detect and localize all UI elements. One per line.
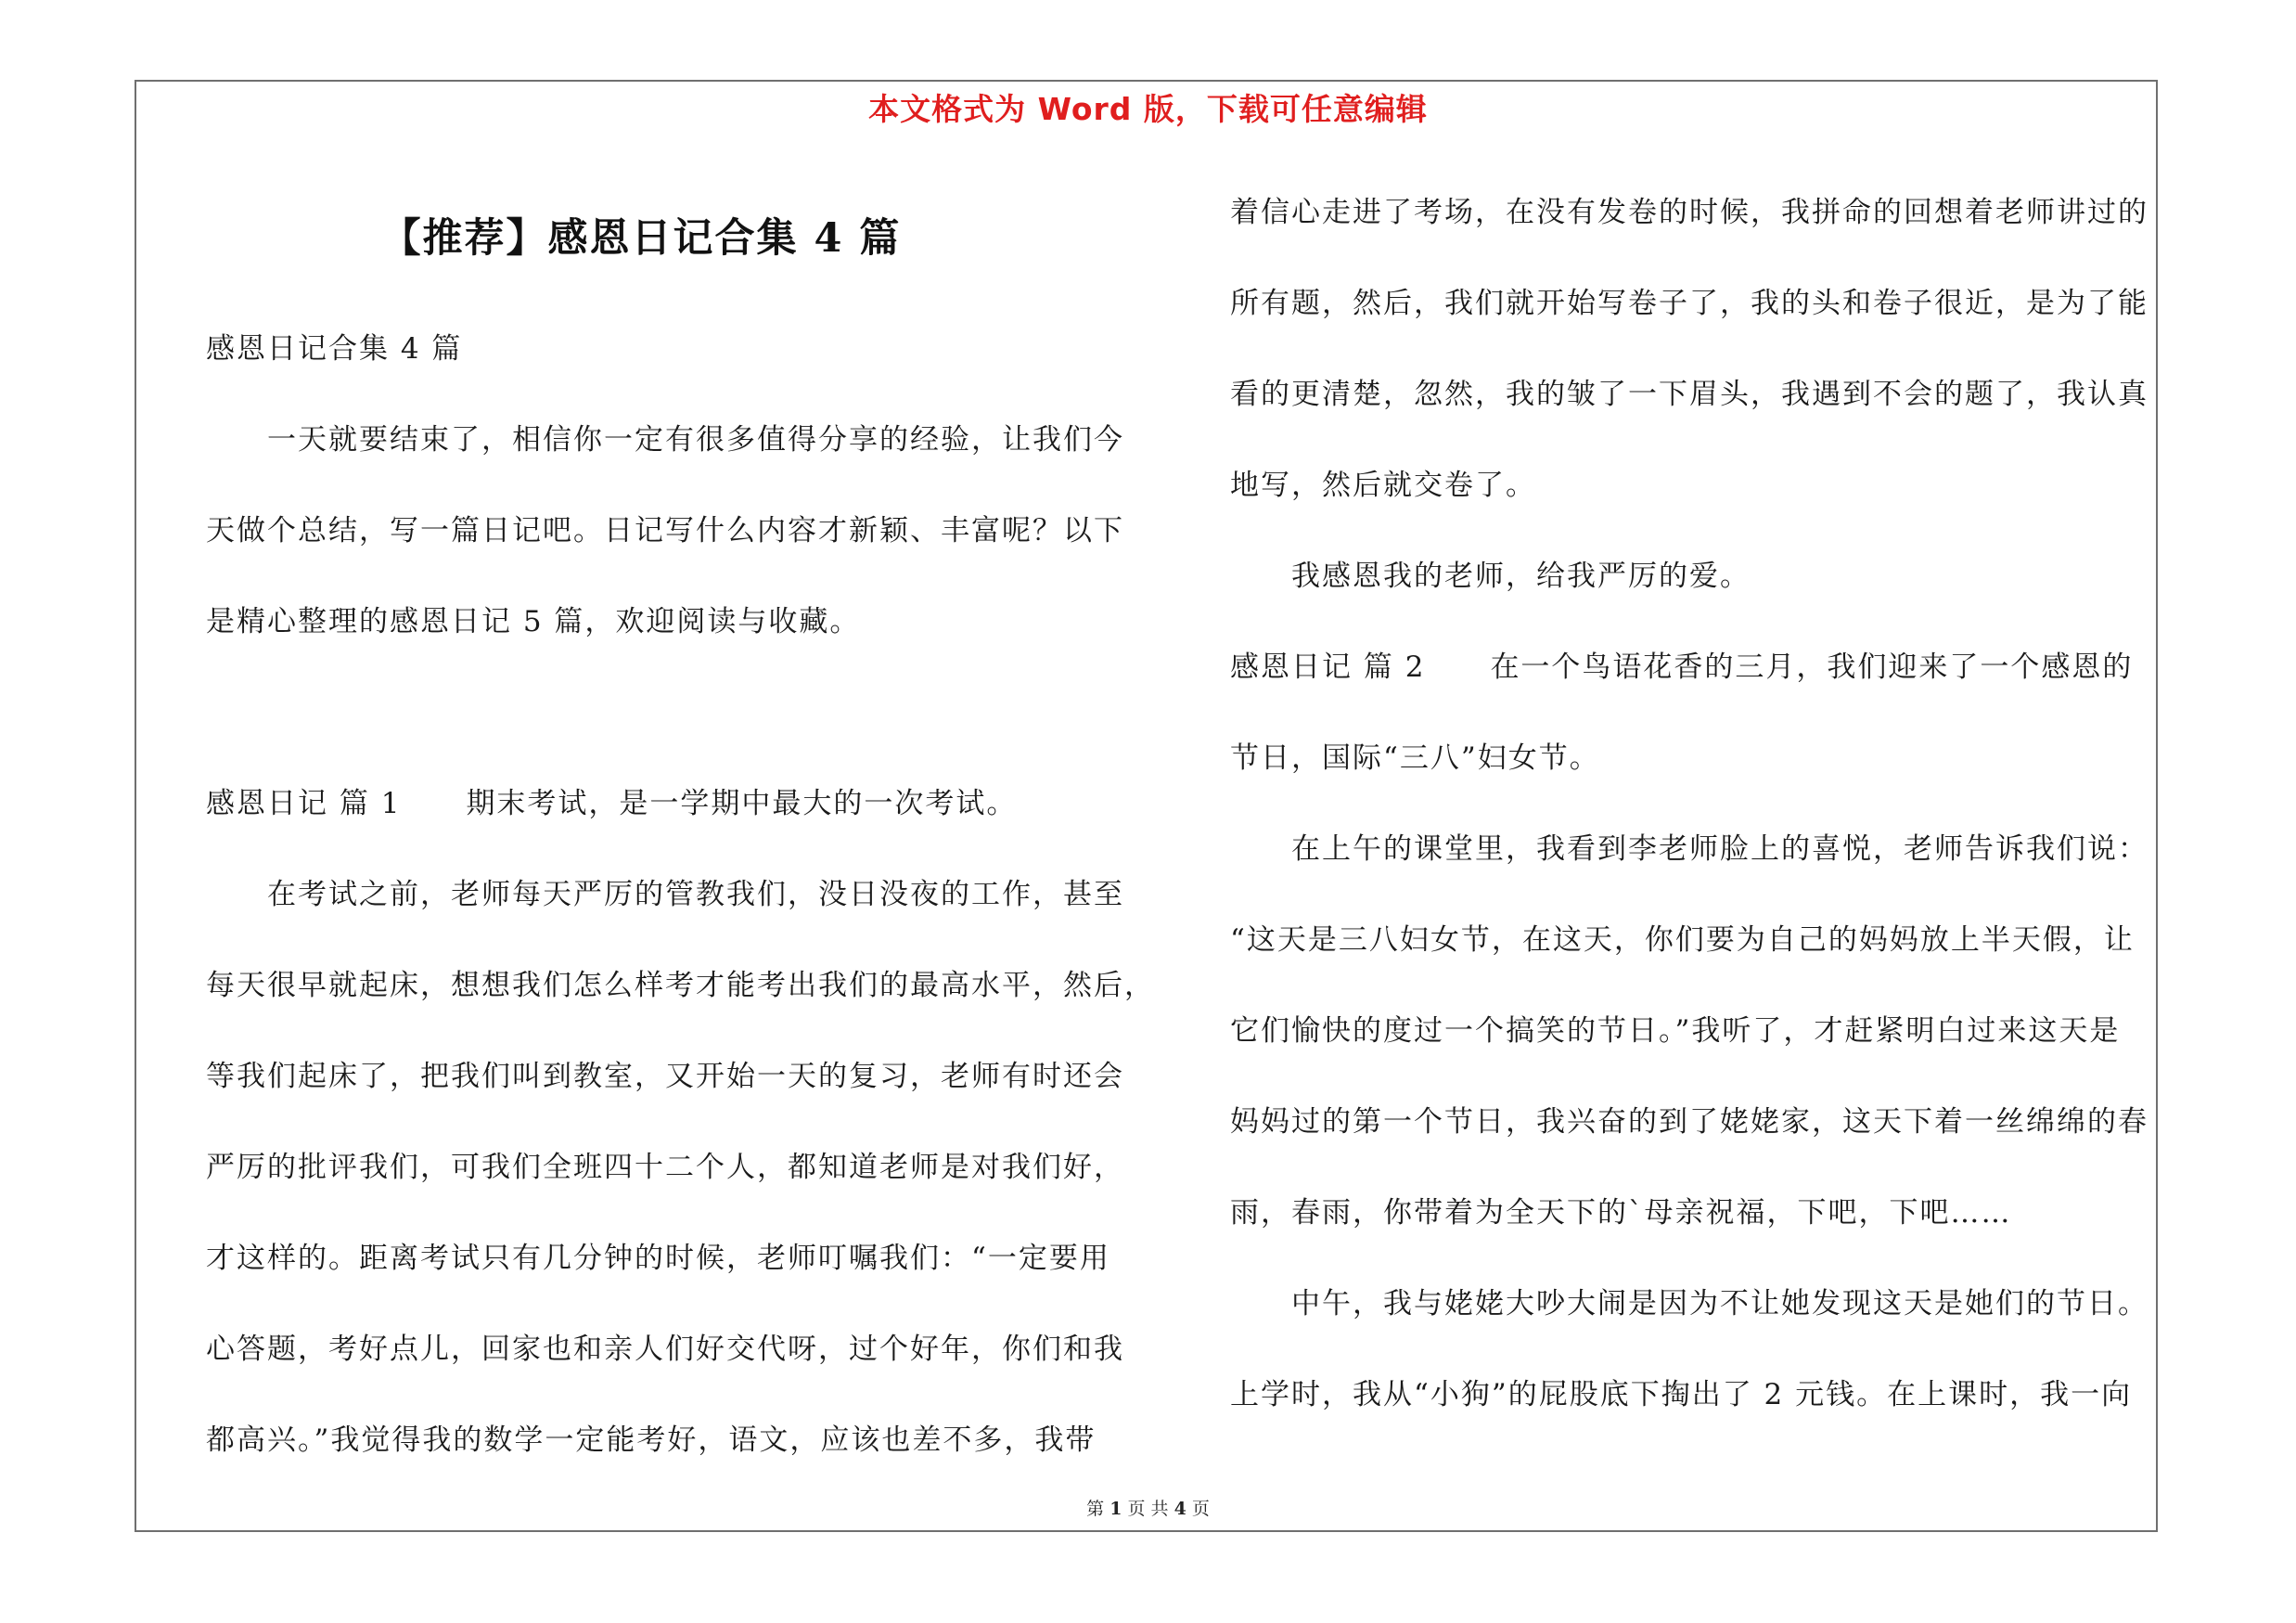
intro-line: 天做个总结，写一篇日记吧。日记写什么内容才新颖、丰富呢？以下 <box>206 514 1124 547</box>
subtitle: 感恩日记合集 4 篇 <box>206 332 463 366</box>
section-1-heading-line <box>206 758 1017 849</box>
body-line: 等我们起床了，把我们叫到教室，又开始一天的复习，老师有时还会 <box>206 1060 1124 1093</box>
document-title: 【推荐】感恩日记合集 4 篇 <box>380 215 902 262</box>
section-2-heading-line <box>1230 622 2133 713</box>
section-1-first-sentence: 期末考试，是一学期中最大的一次考试。 <box>466 787 1018 820</box>
body-line: 所有题，然后，我们就开始写卷子了，我的头和卷子很近，是为了能 <box>1230 287 2148 320</box>
section-2-first-sentence: 在一个鸟语花香的三月，我们迎来了一个感恩的 <box>1490 650 2134 684</box>
body-line: 才这样的。距离考试只有几分钟的时候，老师叮嘱我们：“一定要用 <box>206 1242 1110 1275</box>
body-line: 在考试之前，老师每天严厉的管教我们，没日没夜的工作，甚至 <box>267 878 1124 911</box>
body-line: 在上午的课堂里，我看到李老师脸上的喜悦，老师告诉我们说： <box>1291 832 2148 866</box>
thanks-line: 我感恩我的老师，给我严厉的爱。 <box>1291 560 1751 593</box>
body-line: 心答题，考好点儿，回家也和亲人们好交代呀，过个好年，你们和我 <box>206 1333 1124 1366</box>
body-line: 节日，国际“三八”妇女节。 <box>1230 741 1600 775</box>
footer-suffix: 页 <box>1191 1499 1210 1519</box>
section-1-heading: 感恩日记 篇 1 <box>206 787 402 820</box>
current-page-number: 1 <box>1110 1499 1122 1519</box>
intro-line: 是精心整理的感恩日记 5 篇，欢迎阅读与收藏。 <box>206 605 861 638</box>
total-page-count: 4 <box>1174 1499 1186 1519</box>
body-line: “这天是三八妇女节，在这天，你们要为自己的妈妈放上半天假，让 <box>1230 923 2135 957</box>
intro-line: 一天就要结束了，相信你一定有很多值得分享的经验，让我们今 <box>267 423 1124 457</box>
body-line: 妈妈过的第一个节日，我兴奋的到了姥姥家，这天下着一丝绵绵的春 <box>1230 1105 2148 1139</box>
body-line: 上学时，我从“小狗”的屁股底下掏出了 2 元钱。在上课时，我一向 <box>1230 1378 2133 1411</box>
page-footer <box>0 1495 2296 1520</box>
body-line: 每天很早就起床，想想我们怎么样考才能考出我们的最高水平，然后， <box>206 969 1155 1002</box>
body-line: 都高兴。”我觉得我的数学一定能考好，语文，应该也差不多，我带 <box>206 1423 1097 1457</box>
body-line: 雨，春雨，你带着为全天下的`母亲祝福，下吧，下吧…… <box>1230 1196 2012 1230</box>
body-line: 着信心走进了考场，在没有发卷的时候，我拼命的回想着老师讲过的 <box>1230 196 2148 229</box>
body-line: 它们愉快的度过一个搞笑的节日。”我听了，才赶紧明白过来这天是 <box>1230 1014 2121 1048</box>
body-line: 看的更清楚，忽然，我的皱了一下眉头，我遇到不会的题了，我认真 <box>1230 378 2148 411</box>
footer-prefix: 第 <box>1086 1499 1105 1519</box>
body-line: 中午，我与姥姥大吵大闹是因为不让她发现这天是她们的节日。 <box>1291 1287 2148 1320</box>
body-line: 严厉的批评我们，可我们全班四十二个人，都知道老师是对我们好， <box>206 1151 1124 1184</box>
footer-middle: 页 共 <box>1127 1499 1169 1519</box>
word-format-banner: 本文格式为 Word 版，下载可任意编辑 <box>868 91 1428 127</box>
section-2-heading: 感恩日记 篇 2 <box>1230 650 1426 684</box>
body-line: 地写，然后就交卷了。 <box>1230 469 1536 502</box>
